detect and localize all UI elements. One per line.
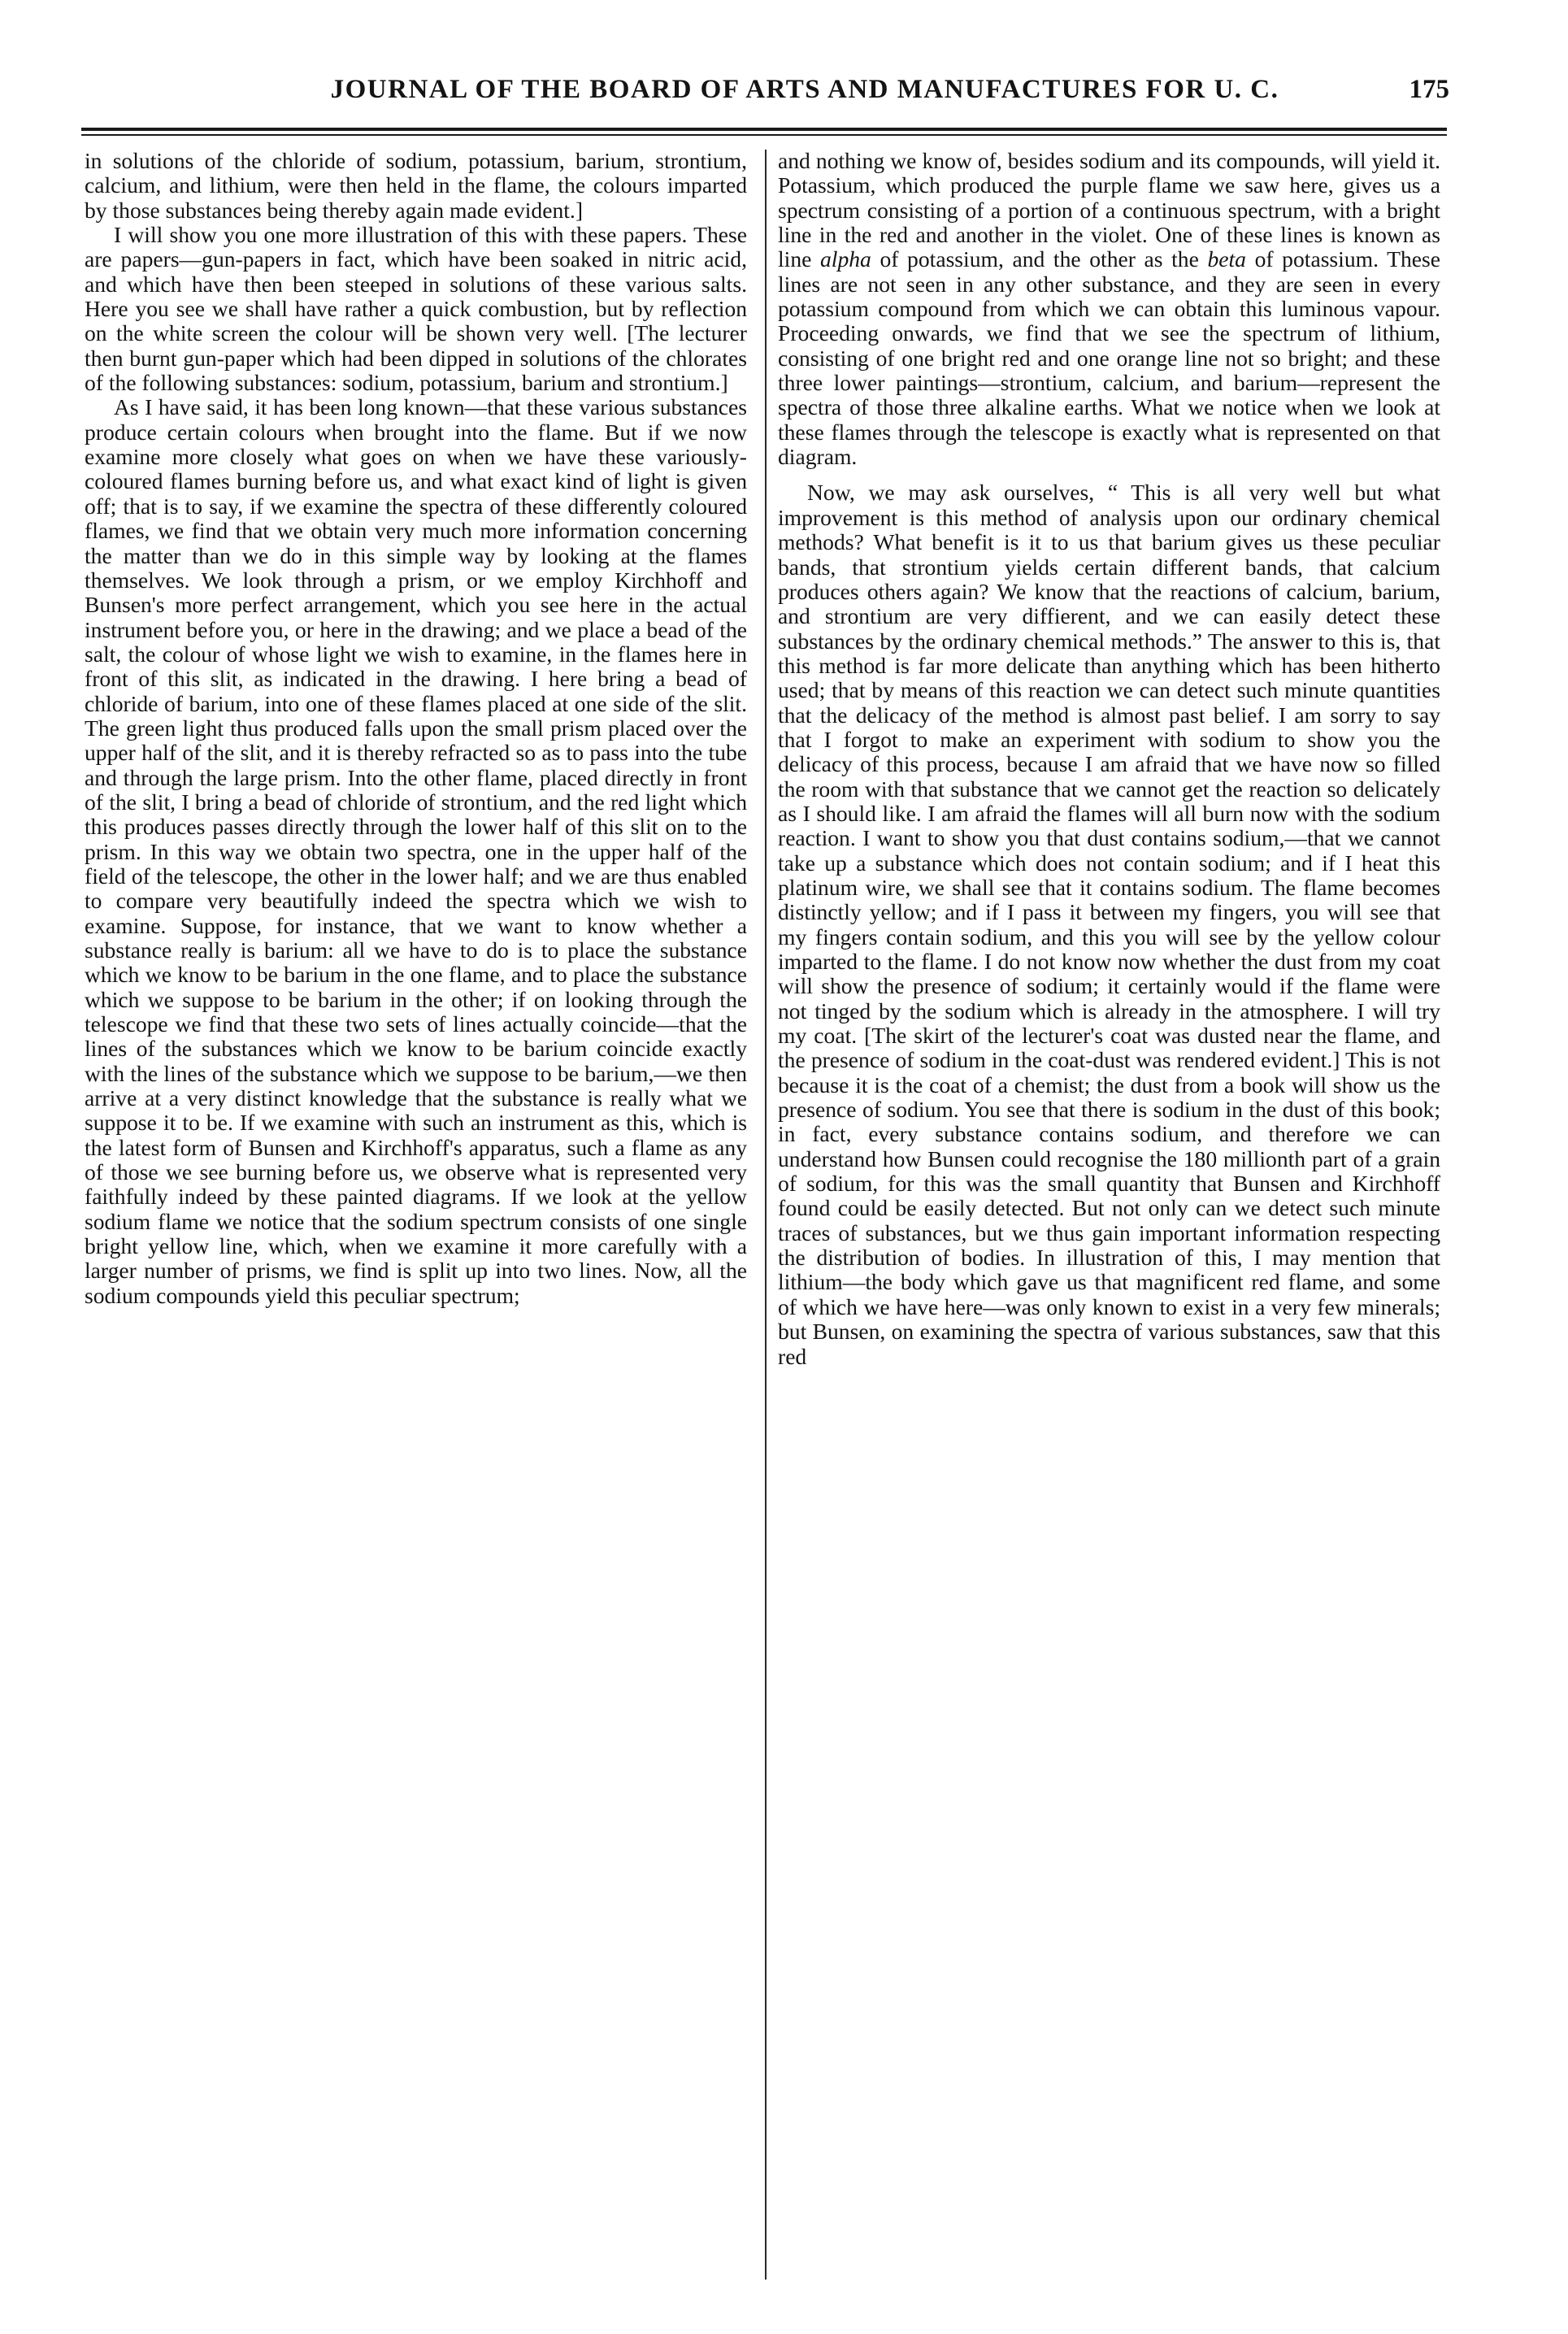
column-divider <box>765 150 767 2280</box>
page-header <box>0 75 1568 124</box>
alpha-term: alpha <box>820 246 871 272</box>
left-paragraph-2: I will show you one more illustration of this with these papers. These are papers—gun-papers in fact, which have been soaked in nitric acid, and which have then been steeped in solutions of these various salts. Here you see we shall have rather a quick combustion, but by reflection on the white screen the colour will be shown very well. [The lecturer then burnt gun-paper which had been dipped in solutions of the chlorates of the following substances: sodium, potassium, barium and strontium.] <box>85 222 747 396</box>
right-p1-text-a: and nothing we know of, besides sodium and its compounds, will yield it. Potassium, which produced the purple flame we saw here, gives us a spectrum consisting of a portion of a continuous spectrum, with a bright line in the red and another in the violet. One of these lines is known as line <box>778 148 1440 272</box>
right-paragraph-1 <box>778 149 1440 469</box>
left-paragraph-3: As I have said, it has been long known—that these various substances produce certain colours when brought into the flame. But if we now examine more closely what goes on when we have these variously-coloured flames burning before us, and what exact kind of light is given off; that is to say, if we examine the spectra of these differently coloured flames, we find that we obtain very much more information concerning the matter than we do in this simple way by looking at the flames themselves. We look through a prism, or we employ Kirchhoff and Bunsen's more perfect arrangement, which you see here in the actual instrument before you, or here in the drawing; and we place a bead of the salt, the colour of whose light we wish to examine, in the flames here in front of this slit, as indicated in the drawing. I here bring a bead of chloride of barium, into one of these flames placed at one side of the slit. The green light thus produced falls upon the small prism placed over the upper half of the slit, and it is thereby refracted so as to pass into the tube and through the large prism. Into the other flame, placed directly in front of the slit, I bring a bead of chloride of strontium, and the red light which this produces passes directly through the lower half of this slit on to the prism. In this way we obtain two spectra, one in the upper half of the field of the telescope, the other in the lower half; and we are thus enabled to compare very beautifully indeed the spectra which we wish to examine. Suppose, for instance, that we want to know whether a substance really is barium: all we have to do is to place the substance which we know to be barium in the one flame, and to place the substance which we suppose to be barium in the other; if on looking through the telescope we find that these two sets of lines actually coincide—that the lines of the substances which we know to be barium coincide exactly with the lines of the substance which we suppose to be barium,—we then arrive at a very distinct knowledge that the substance is really what we suppose it to be. If we examine with such an instrument as this, which is the latest form of Bunsen and Kirchhoff's apparatus, such a flame as any of those we see burning before us, we observe what is represented very faithfully indeed by these painted diagrams. If we look at the yellow sodium flame we notice that the sodium spectrum consists of one single bright yellow line, which, when we examine it more carefully with a larger number of prisms, we find is split up into two lines. Now, all the sodium compounds yield this peculiar spectrum; <box>85 394 747 1308</box>
right-column <box>778 149 1440 1369</box>
left-paragraph-1: in solutions of the chloride of sodium, potassium, barium, strontium, calcium, and lithium, were then held in the flame, the colours imparted by those substances being thereby again made evident.] <box>85 148 747 223</box>
header-rule-thick <box>81 128 1447 131</box>
header-rule-thin <box>81 134 1447 136</box>
page-number: 175 <box>1409 75 1449 104</box>
right-p1-text-b: of potassium, and the other as the <box>871 246 1208 272</box>
right-p1-text-c: of potassium. These lines are not seen in any other substance, and they are seen in every potassium compound from which we can obtain this luminous vapour. Proceeding onwards, we find that we see the spectrum of lithium, consisting of one bright red and one orange line not so bright; and these three lower paintings—strontium, calcium, and barium—represent the spectra of those three alkaline earths. What we notice when we look at these flames through the telescope is exactly what is represented on that diagram. <box>778 246 1440 470</box>
right-paragraph-2: Now, we may ask ourselves, “ This is all very well but what improvement is this method of analysis upon our ordinary chemical methods? What benefit is it to us that barium gives us these peculiar bands, that strontium yields certain different bands, that calcium produces others again? We know that the reactions of calcium, barium, and strontium are very diffierent, and we can easily detect these substances by the ordinary chemical methods.” The answer to this is, that this method is far more delicate than anything which has been hitherto used; that by means of this reaction we can detect such minute quantities that the delicacy of the method is almost past belief. I am sorry to say that I forgot to make an experiment with sodium to show you the delicacy of this process, because I am afraid that we have now so filled the room with that substance that we cannot get the reaction so delicately as I should like. I am afraid the flames will all burn now with the sodium reaction. I want to show you that dust contains sodium,—that we cannot take up a substance which does not contain sodium; and if I heat this platinum wire, we shall see that it contains sodium. The flame becomes distinctly yellow; and if I pass it between my fingers, you will see that my fingers contain sodium, and this you will see by the yellow colour imparted to the flame. I do not know now whether the dust from my coat will show the presence of sodium; it certainly would if the flame were not tinged by the sodium which is already in the atmosphere. I will try my coat. [The skirt of the lecturer's coat was dusted near the flame, and the presence of sodium in the coat-dust was rendered evident.] This is not because it is the coat of a chemist; the dust from a book will show us the presence of sodium. You see that there is sodium in the dust of this book; in fact, every substance contains sodium, and therefore we can understand how Bunsen could recognise the 180 millionth part of a grain of sodium, for this was the small quantity that Bunsen and Kirchhoff found could be easily detected. But not only can we detect such minute traces of substances, but we thus gain important information respecting the distribution of bodies. In illustration of this, I may mention that lithium—the body which gave us that magnificent red flame, and some of which we have here—was only known to exist in a very few minerals; but Bunsen, on examining the spectra of various substances, saw that this red <box>778 480 1440 1369</box>
left-column <box>85 149 747 1308</box>
running-title: JOURNAL OF THE BOARD OF ARTS AND MANUFACTURES FOR U. C. <box>330 75 1279 104</box>
beta-term: beta <box>1207 246 1246 272</box>
